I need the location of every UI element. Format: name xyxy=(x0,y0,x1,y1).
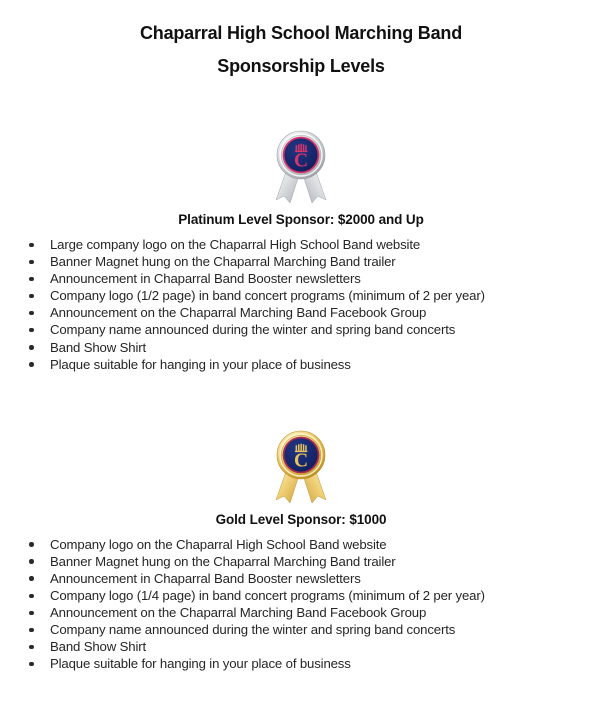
list-item xyxy=(0,638,602,655)
bullet-icon xyxy=(29,559,34,564)
bullet-icon xyxy=(29,260,34,265)
bullet-icon xyxy=(29,645,34,650)
bullet-icon xyxy=(29,277,34,282)
list-item xyxy=(0,321,602,338)
list-item xyxy=(0,253,602,270)
perk-text: Company logo (1/4 page) in band concert programs (minimum of 2 per year) xyxy=(50,588,485,604)
badge-letter-c: C xyxy=(293,150,309,172)
perk-text: Band Show Shirt xyxy=(50,339,146,355)
gold-ribbon-badge xyxy=(266,428,336,506)
bullet-icon xyxy=(29,628,34,633)
perk-text: Banner Magnet hung on the Chaparral Marching Band trailer xyxy=(50,553,396,569)
page-title-line-1: Chaparral High School Marching Band xyxy=(139,23,463,43)
bullet-icon xyxy=(29,576,34,581)
sponsorship-level-gold xyxy=(0,373,602,673)
perk-text: Announcement in Chaparral Band Booster newsletters xyxy=(50,570,361,586)
list-item xyxy=(0,236,602,253)
bullet-icon xyxy=(29,294,34,299)
list-item xyxy=(0,536,602,553)
perk-text: Company name announced during the winter and spring band concerts xyxy=(50,322,456,338)
bullet-icon xyxy=(29,362,34,367)
list-item xyxy=(0,621,602,638)
bullet-icon xyxy=(29,345,34,350)
list-item xyxy=(0,553,602,570)
bullet-icon xyxy=(29,328,34,333)
list-item xyxy=(0,270,602,287)
platinum-level-heading: Platinum Level Sponsor: $2000 and Up xyxy=(178,212,424,227)
perk-text: Large company logo on the Chaparral High School Band website xyxy=(50,237,421,252)
perk-text: Announcement on the Chaparral Marching Band Facebook Group xyxy=(50,605,427,621)
bullet-icon xyxy=(29,611,34,616)
perk-text: Plaque suitable for hanging in your place of business xyxy=(50,656,351,672)
platinum-perks-list xyxy=(0,236,602,373)
platinum-badge-container xyxy=(0,128,602,206)
gold-level-heading: Gold Level Sponsor: $1000 xyxy=(215,511,387,527)
bullet-icon xyxy=(29,594,34,599)
perk-text: Plaque suitable for hanging in your place of business xyxy=(50,356,351,372)
list-item xyxy=(0,287,602,304)
page-title xyxy=(0,0,602,83)
platinum-ribbon-icon xyxy=(266,128,336,206)
perk-text: Banner Magnet hung on the Chaparral Marching Band trailer xyxy=(50,254,396,270)
page-title-line-2: Sponsorship Levels xyxy=(217,56,385,76)
badge-letter-c: C xyxy=(293,450,309,472)
bullet-icon xyxy=(29,311,34,316)
bullet-icon xyxy=(29,662,34,667)
list-item xyxy=(0,304,602,321)
list-item xyxy=(0,356,602,373)
list-item xyxy=(0,604,602,621)
gold-ribbon-icon xyxy=(266,428,336,506)
gold-perks-list xyxy=(0,536,602,673)
bullet-icon xyxy=(29,542,34,547)
perk-text: Company logo on the Chaparral High School Band website xyxy=(50,536,387,552)
list-item xyxy=(0,570,602,587)
perk-text: Company name announced during the winter and spring band concerts xyxy=(50,622,456,638)
platinum-ribbon-badge xyxy=(266,128,336,206)
perk-text: Announcement on the Chaparral Marching Band Facebook Group xyxy=(50,305,427,321)
list-item xyxy=(0,587,602,604)
perk-text: Company logo (1/2 page) in band concert programs (minimum of 2 per year) xyxy=(50,288,485,304)
list-item xyxy=(0,339,602,356)
bullet-icon xyxy=(29,243,34,248)
list-item xyxy=(0,655,602,672)
gold-badge-container xyxy=(0,428,602,506)
perk-text: Announcement in Chaparral Band Booster newsletters xyxy=(50,271,361,287)
sponsorship-level-platinum xyxy=(0,83,602,373)
perk-text: Band Show Shirt xyxy=(50,639,146,655)
